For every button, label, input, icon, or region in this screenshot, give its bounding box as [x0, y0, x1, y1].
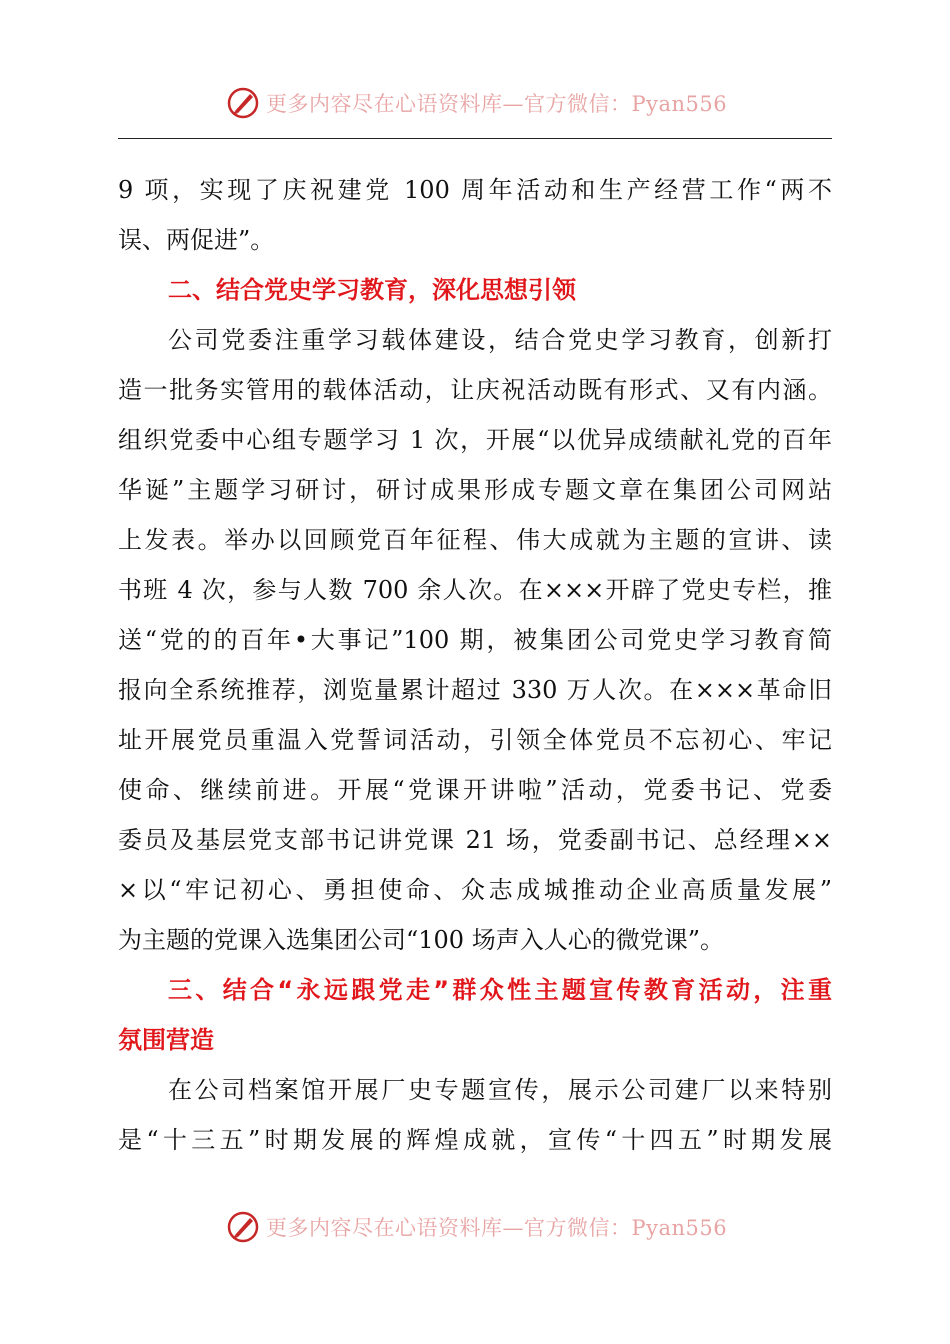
heading-line: 氛围营造 [118, 1026, 214, 1054]
text-line: 使命、继续前进。开展“党课开讲啦”活动，党委书记、党委 [118, 776, 832, 804]
paragraph-3 [118, 1065, 832, 1165]
heading-line: 二、结合党史学习教育，深化思想引领 [168, 276, 576, 304]
text-line: 报向全系统推荐，浏览量累计超过 330 万人次。在×××革命旧 [118, 676, 832, 704]
text-line: 误、两促进”。 [118, 226, 275, 254]
header-banner [0, 84, 950, 124]
text-line: 是“十三五”时期发展的辉煌成就，宣传“十四五”时期发展 [118, 1126, 832, 1154]
header-divider [118, 138, 832, 139]
text-line: 9 项，实现了庆祝建党 100 周年活动和生产经营工作“两不 [118, 176, 832, 204]
document-body [118, 165, 832, 1165]
pen-logo-icon [226, 86, 260, 120]
text-line: 造一批务实管用的载体活动，让庆祝活动既有形式、又有内涵。 [118, 376, 832, 404]
heading-line: 三、结合“永远跟党走”群众性主题宣传教育活动，注重 [168, 976, 832, 1004]
text-line: 在公司档案馆开展厂史专题宣传，展示公司建厂以来特别 [168, 1076, 832, 1104]
footer-banner-text: 更多内容尽在心语资料库—官方微信：Pyan556 [266, 1216, 728, 1240]
text-line: ×以“牢记初心、勇担使命、众志成城推动企业高质量发展” [118, 876, 832, 904]
footer-banner [0, 1208, 950, 1248]
text-line: 上发表。举办以回顾党百年征程、伟大成就为主题的宣讲、读 [118, 526, 832, 554]
text-line: 委员及基层党支部书记讲党课 21 场，党委副书记、总经理×× [118, 826, 832, 854]
text-line: 送“党的的百年•大事记”100 期，被集团公司党史学习教育简 [118, 626, 832, 654]
text-line: 址开展党员重温入党誓词活动，引领全体党员不忘初心、牢记 [118, 726, 832, 754]
pen-logo-icon [226, 1210, 260, 1244]
paragraph-2 [118, 315, 832, 965]
section-heading-2 [118, 265, 832, 315]
text-line: 公司党委注重学习载体建设，结合党史学习教育，创新打 [168, 326, 832, 354]
text-line: 华诞”主题学习研讨，研讨成果形成专题文章在集团公司网站 [118, 476, 832, 504]
text-line: 组织党委中心组专题学习 1 次，开展“以优异成绩献礼党的百年 [118, 426, 832, 454]
header-banner-text: 更多内容尽在心语资料库—官方微信：Pyan556 [266, 92, 728, 116]
section-heading-3 [118, 965, 832, 1065]
paragraph-1 [118, 165, 832, 265]
text-line: 书班 4 次，参与人数 700 余人次。在×××开辟了党史专栏，推 [118, 576, 832, 604]
text-line: 为主题的党课入选集团公司“100 场声入人心的微党课”。 [118, 926, 724, 954]
